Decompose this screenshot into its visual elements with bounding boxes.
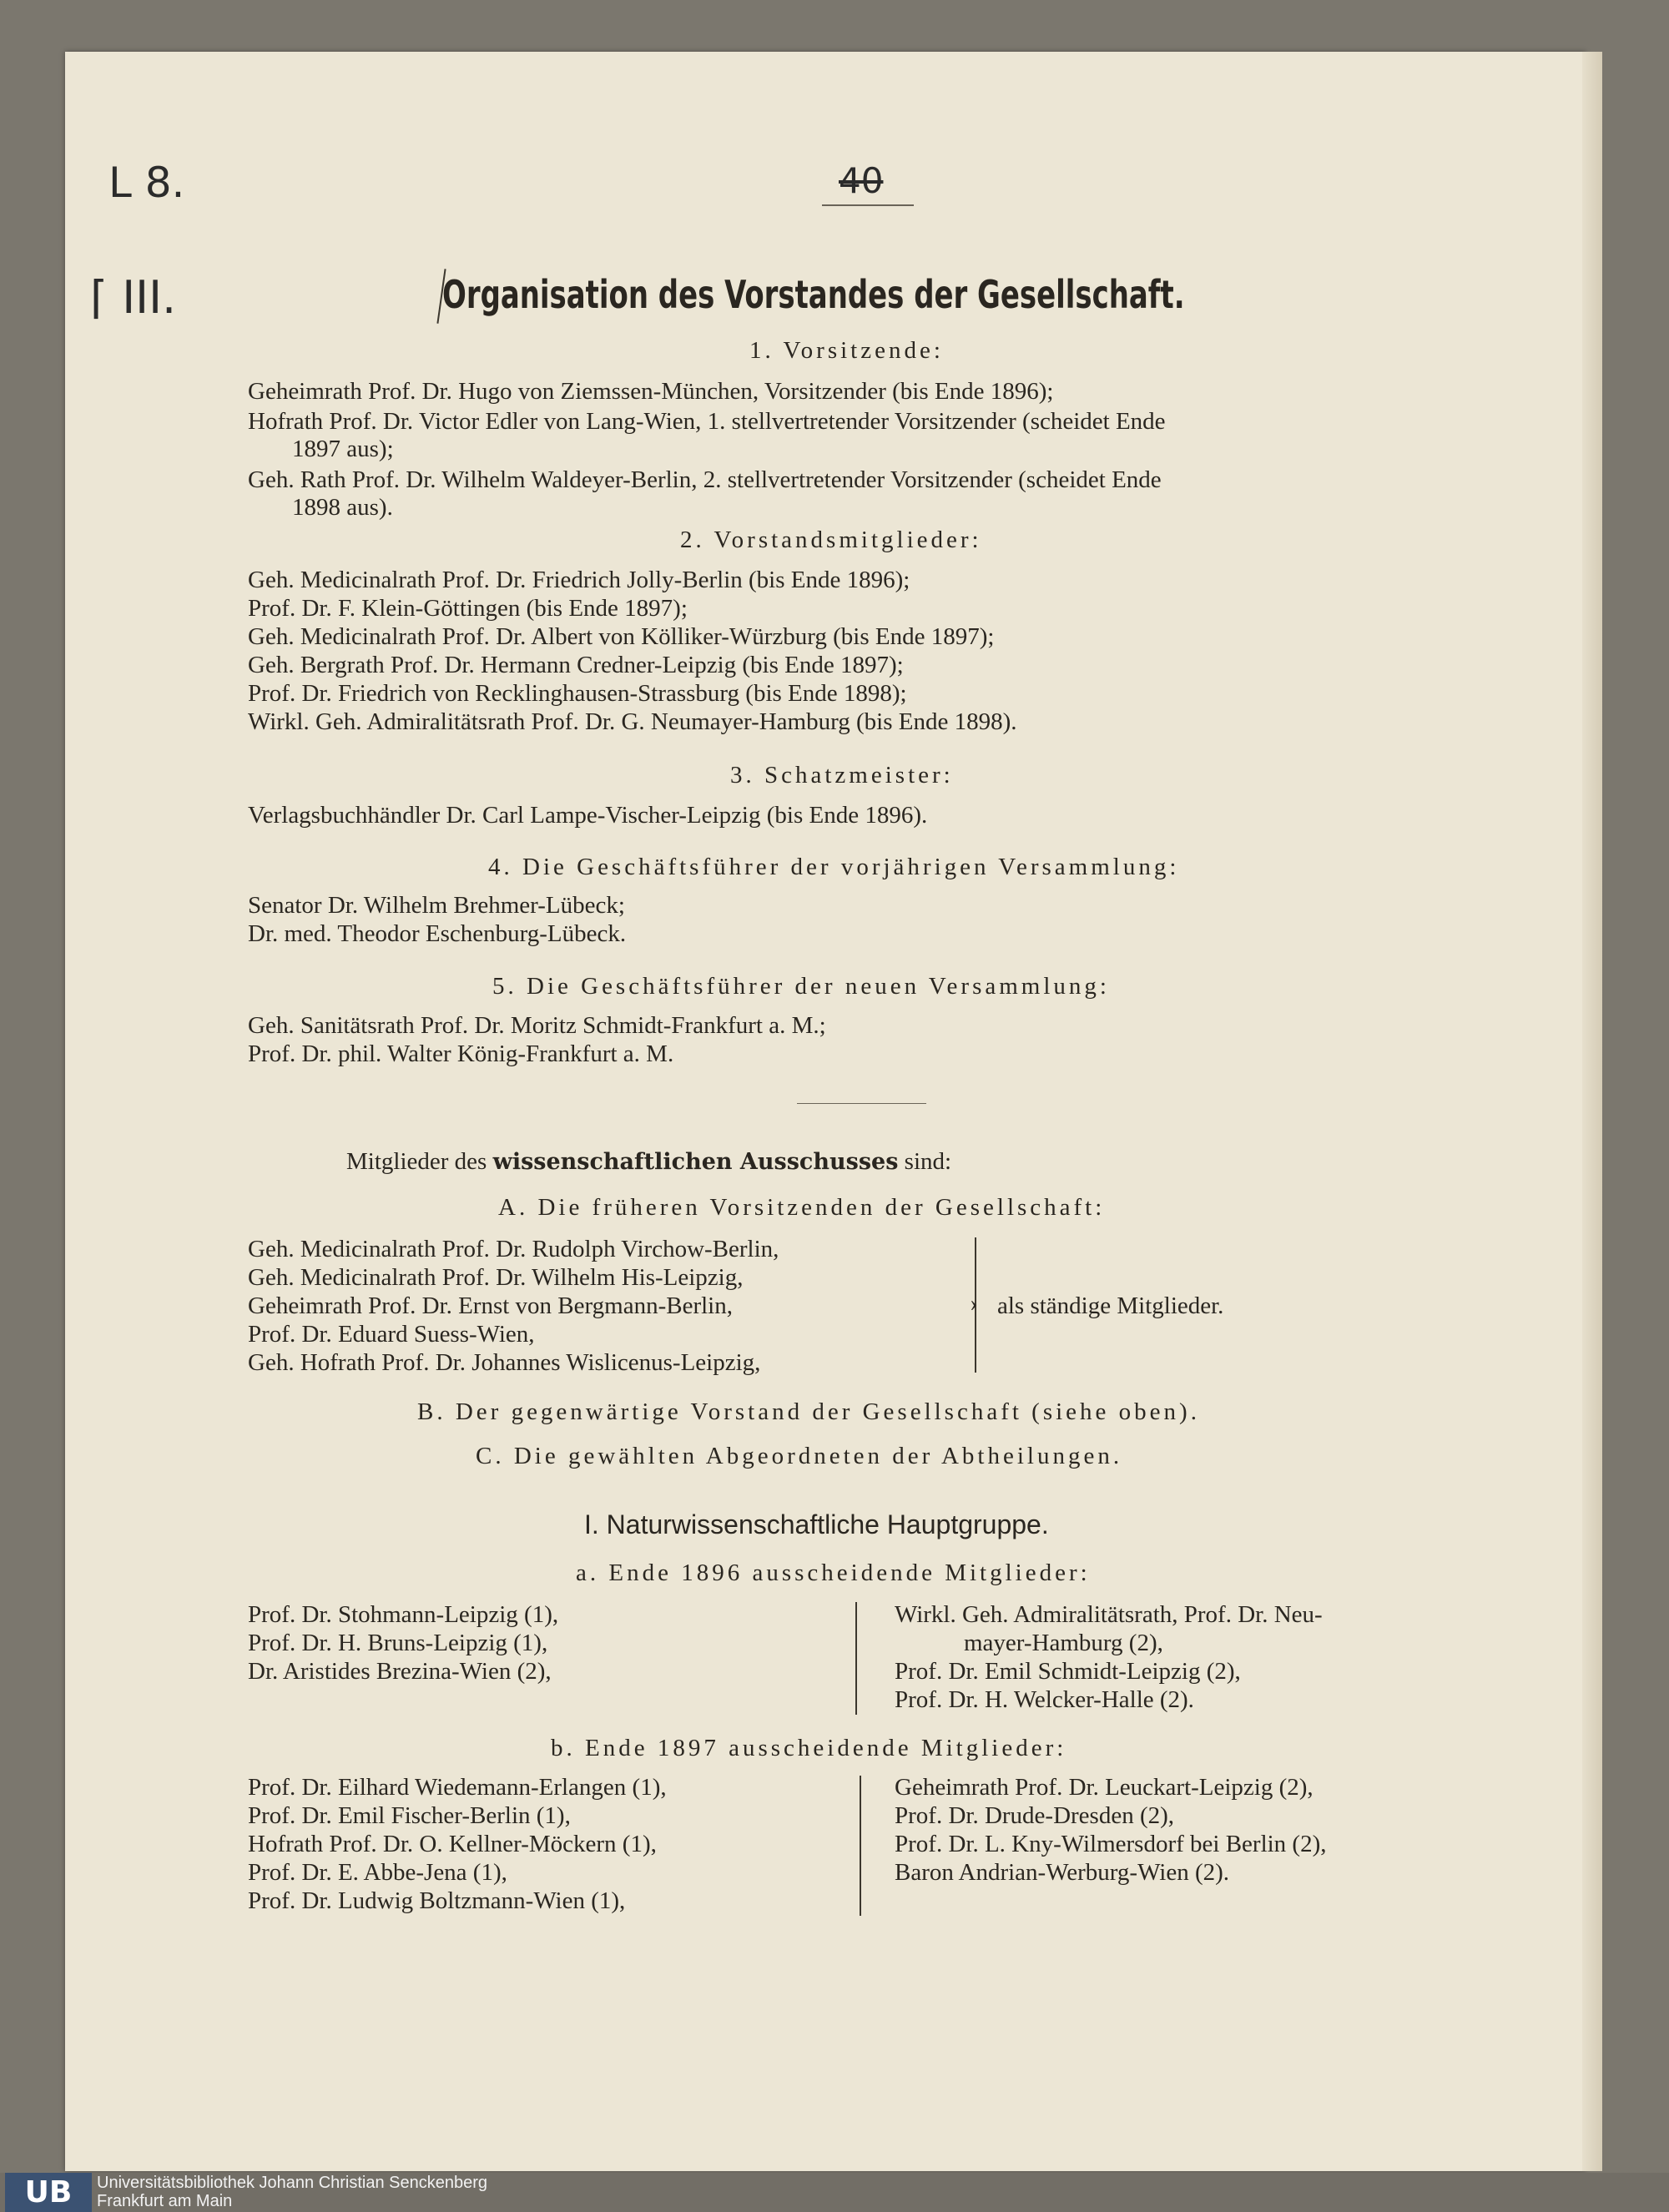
s1-line: Geh. Rath Prof. Dr. Wilhelm Waldeyer-Berlin, 2. stellvertretender Vorsitzender (scheidet Ende [248, 466, 1162, 493]
committee-c-line: C. Die gewählten Abgeordneten der Abtheilungen. [476, 1443, 1123, 1469]
section-2-heading: 2. Vorstandsmitglieder: [680, 527, 982, 553]
group-b-left-line: Prof. Dr. Ludwig Boltzmann-Wien (1), [248, 1887, 626, 1914]
s2-line: Prof. Dr. F. Klein-Göttingen (bis Ende 1897); [248, 595, 688, 622]
group-a-right-line: Prof. Dr. H. Welcker-Halle (2). [895, 1686, 1194, 1713]
s5-line: Prof. Dr. phil. Walter König-Frankfurt a. M. [248, 1040, 674, 1067]
s2-line: Geh. Bergrath Prof. Dr. Hermann Credner-Leipzig (bis Ende 1897); [248, 652, 904, 678]
group-a-heading: a. Ende 1896 ausscheidende Mitglieder: [576, 1559, 1091, 1586]
s4-line: Dr. med. Theodor Eschenburg-Lübeck. [248, 920, 627, 947]
group-a-right-line: Prof. Dr. Emil Schmidt-Leipzig (2), [895, 1658, 1241, 1685]
committee-a-line: Prof. Dr. Eduard Suess-Wien, [248, 1321, 535, 1348]
committee-a-heading: A. Die früheren Vorsitzenden der Gesellschaft: [498, 1194, 1106, 1221]
group-b-left-line: Prof. Dr. Emil Fischer-Berlin (1), [248, 1802, 571, 1829]
section-divider [797, 1103, 926, 1104]
group-a-left-line: Prof. Dr. Stohmann-Leipzig (1), [248, 1601, 559, 1628]
s1-line: Hofrath Prof. Dr. Victor Edler von Lang-Wien, 1. stellvertretender Vorsitzender (scheidet Ende [248, 408, 1166, 435]
group-b-right-line: Baron Andrian-Werburg-Wien (2). [895, 1859, 1230, 1886]
group-a-right-line: Wirkl. Geh. Admiralitätsrath, Prof. Dr. Neu- [895, 1601, 1323, 1628]
s2-line: Geh. Medicinalrath Prof. Dr. Friedrich Jolly-Berlin (bis Ende 1896); [248, 567, 910, 593]
group-b-left-line: Prof. Dr. E. Abbe-Jena (1), [248, 1859, 507, 1886]
margin-note-2: ⌈ III. [90, 271, 177, 324]
s1-line: Geheimrath Prof. Dr. Hugo von Ziemssen-München, Vorsitzender (bis Ende 1896); [248, 378, 1054, 405]
committee-b-line: B. Der gegenwärtige Vorstand der Gesellschaft (siehe oben). [417, 1398, 1200, 1425]
margin-note-1: L 8. [108, 159, 185, 207]
footer-line-2: Frankfurt am Main [97, 2192, 233, 2210]
group-b-left-line: Hofrath Prof. Dr. O. Kellner-Möckern (1), [248, 1831, 657, 1857]
committee-a-note: als ständige Mitglieder. [997, 1292, 1224, 1319]
group-b-heading: b. Ende 1897 ausscheidende Mitglieder: [551, 1735, 1067, 1761]
section-5-heading: 5. Die Geschäftsführer der neuen Versammlung: [492, 973, 1110, 1000]
committee-a-line: Geh. Hofrath Prof. Dr. Johannes Wislicenus-Leipzig, [248, 1349, 761, 1376]
group-a-left-line: Prof. Dr. H. Bruns-Leipzig (1), [248, 1630, 548, 1656]
committee-a-line: Geh. Medicinalrath Prof. Dr. Wilhelm His-Leipzig, [248, 1264, 744, 1291]
s2-line: Wirkl. Geh. Admiralitätsrath Prof. Dr. G. Neumayer-Hamburg (bis Ende 1898). [248, 708, 1017, 735]
intro-post: sind: [904, 1148, 952, 1175]
ub-logo: UB [5, 2173, 92, 2212]
s5-line: Geh. Sanitätsrath Prof. Dr. Moritz Schmidt-Frankfurt a. M.; [248, 1012, 826, 1039]
intro-pre: Mitglieder des [346, 1148, 487, 1175]
section-4-heading: 4. Die Geschäftsführer der vorjährigen Versammlung: [488, 854, 1180, 880]
group-heading: I. Naturwissenschaftliche Hauptgruppe. [584, 1509, 1049, 1539]
committee-a-line: Geheimrath Prof. Dr. Ernst von Bergmann-Berlin, [248, 1292, 733, 1319]
s2-line: Geh. Medicinalrath Prof. Dr. Albert von Kölliker-Würzburg (bis Ende 1897); [248, 623, 995, 650]
group-a-right-line: mayer-Hamburg (2), [964, 1630, 1163, 1656]
brace-tip: › [970, 1290, 978, 1317]
page-number-underline [822, 204, 914, 206]
section-3-heading: 3. Schatzmeister: [730, 762, 954, 789]
footer-line-1: Universitätsbibliothek Johann Christian Senckenberg [97, 2174, 488, 2192]
group-b-left-line: Prof. Dr. Eilhard Wiedemann-Erlangen (1), [248, 1774, 667, 1801]
s1-line: 1898 aus). [292, 494, 393, 521]
s1-line: 1897 aus); [292, 436, 394, 462]
group-b-right-line: Prof. Dr. Drude-Dresden (2), [895, 1802, 1175, 1829]
committee-intro [346, 1147, 951, 1177]
section-1-heading: 1. Vorsitzende: [749, 337, 944, 364]
column-divider-b [860, 1776, 861, 1916]
page-title: Organisation des Vorstandes der Gesellschaft. [442, 272, 1185, 317]
intro-bold: wissenschaftlichen Ausschusses [492, 1149, 899, 1175]
group-a-left-line: Dr. Aristides Brezina-Wien (2), [248, 1658, 552, 1685]
s4-line: Senator Dr. Wilhelm Brehmer-Lübeck; [248, 892, 625, 919]
page-number: 40 [839, 160, 884, 201]
committee-a-line: Geh. Medicinalrath Prof. Dr. Rudolph Virchow-Berlin, [248, 1236, 779, 1262]
column-divider-a [855, 1602, 857, 1715]
group-b-right-line: Geheimrath Prof. Dr. Leuckart-Leipzig (2), [895, 1774, 1314, 1801]
s2-line: Prof. Dr. Friedrich von Recklinghausen-Strassburg (bis Ende 1898); [248, 680, 907, 707]
s3-line: Verlagsbuchhändler Dr. Carl Lampe-Vischer-Leipzig (bis Ende 1896). [248, 802, 928, 829]
group-b-right-line: Prof. Dr. L. Kny-Wilmersdorf bei Berlin (2), [895, 1831, 1327, 1857]
